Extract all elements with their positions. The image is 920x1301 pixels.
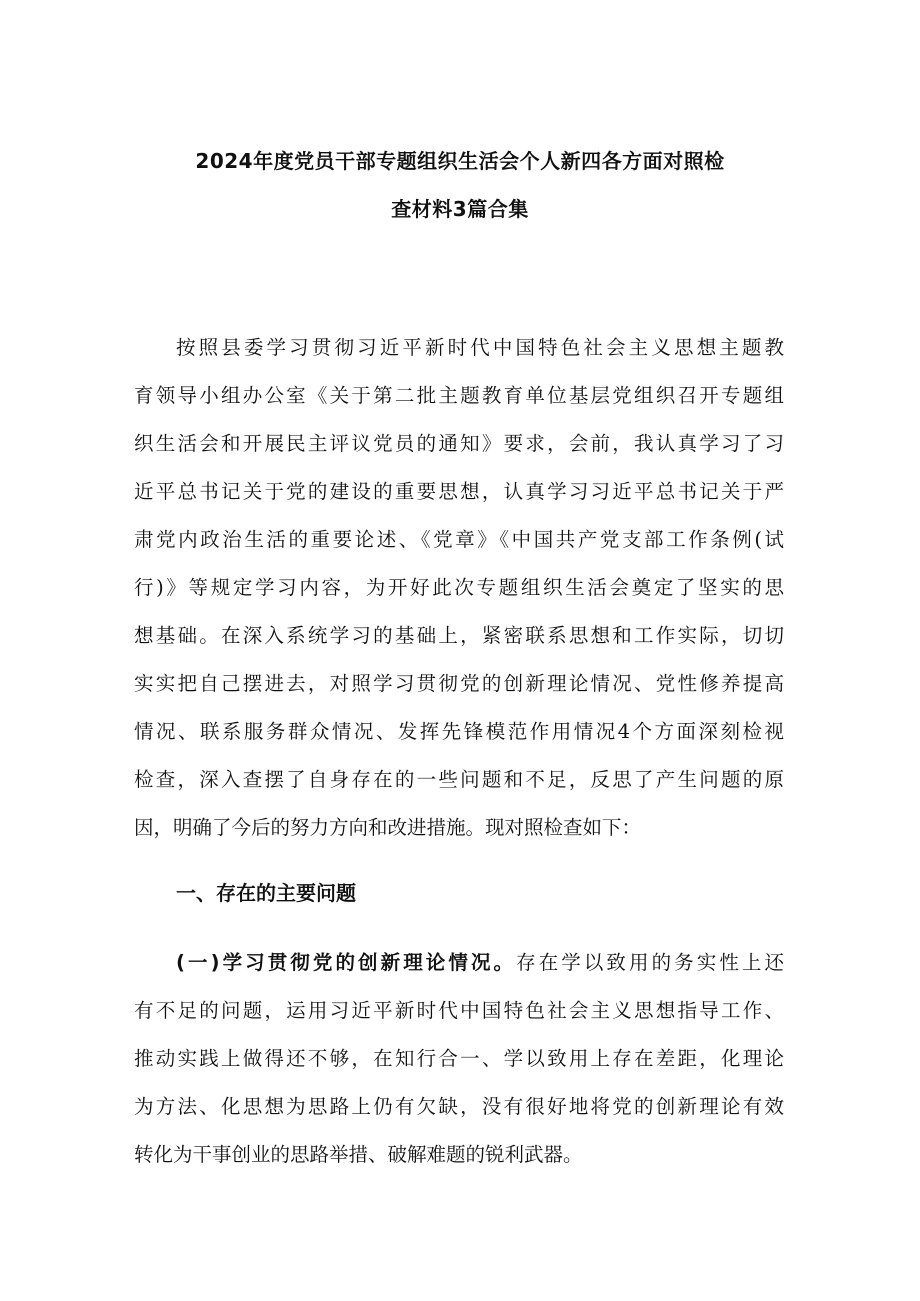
paragraph-line: 转化为干事创业的思路举措、破解难题的锐利武器。 bbox=[134, 1143, 583, 1166]
paragraph-line: 织生活会和开展民主评议党员的通知》要求，会前，我认真学习了习 bbox=[134, 432, 784, 455]
paragraph-line: 检查，深入查摆了自身存在的一些问题和不足，反思了产生问题的原 bbox=[134, 768, 784, 791]
paragraph-line: 行)》等规定学习内容，为开好此次专题组织生活会奠定了坚实的思 bbox=[134, 576, 784, 599]
paragraph-line: 推动实践上做得还不够，在知行合一、学以致用上存在差距，化理论 bbox=[134, 1047, 784, 1070]
paragraph-first-line bbox=[134, 939, 784, 987]
document-title-line-2: 查材料3篇合集 bbox=[391, 197, 529, 221]
intro-paragraph bbox=[134, 324, 784, 852]
paragraph-line: 为方法、化思想为思路上仍有欠缺，没有很好地将党的创新理论有效 bbox=[134, 1095, 784, 1118]
paragraph-line: 想基础。在深入系统学习的基础上，紧密联系思想和工作实际，切切 bbox=[134, 624, 784, 647]
paragraph-line: 育领导小组办公室《关于第二批主题教育单位基层党组织召开专题组 bbox=[134, 384, 784, 407]
document-title-line-1: 2024年度党员干部专题组织生活会个人新四各方面对照检 bbox=[195, 149, 725, 173]
paragraph-line: 实实把自己摆进去，对照学习贯彻党的创新理论情况、党性修养提高 bbox=[134, 672, 784, 695]
paragraph-line: 情况、联系服务群众情况、发挥先锋模范作用情况4个方面深刻检视 bbox=[134, 720, 784, 743]
paragraph-line: 近平总书记关于党的建设的重要思想，认真学习习近平总书记关于严 bbox=[134, 480, 784, 503]
subsection-paragraph bbox=[134, 939, 784, 1179]
paragraph-line: 肃党内政治生活的重要论述、《党章》《中国共产党支部工作条例(试 bbox=[134, 528, 784, 551]
paragraph-text: 存在学以致用的务实性上还 bbox=[516, 951, 784, 974]
paragraph-line: 按照县委学习贯彻习近平新时代中国特色社会主义思想主题教 bbox=[176, 336, 784, 359]
paragraph-line: 有不足的问题，运用习近平新时代中国特色社会主义思想指导工作、 bbox=[134, 999, 784, 1022]
subsection-heading: (一)学习贯彻党的创新理论情况。 bbox=[176, 951, 517, 974]
section-heading: 一、存在的主要问题 bbox=[176, 881, 356, 905]
paragraph-line: 因，明确了今后的努力方向和改进措施。现对照检查如下： bbox=[134, 816, 642, 839]
